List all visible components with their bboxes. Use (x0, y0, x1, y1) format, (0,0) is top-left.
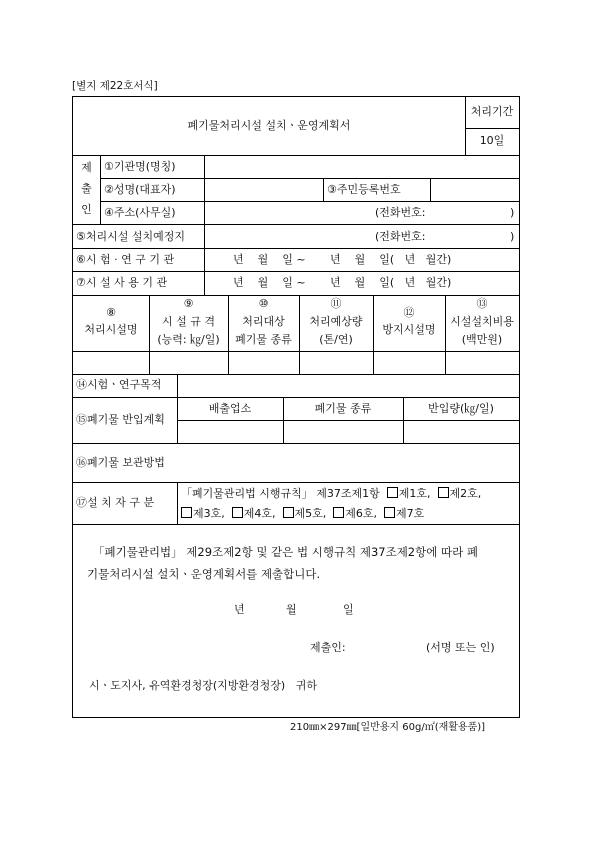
usage-label: ⑦시 설 사 용 기 관 (76, 276, 168, 289)
checkbox-item-7[interactable] (384, 507, 395, 518)
installer-line-2 (181, 507, 424, 521)
org-name-label: ①기관명(명칭) (104, 160, 176, 173)
research-label: ⑥시 험 · 연 구 기 관 (76, 253, 175, 266)
statement-line-2: 기물처리시설 설치ㆍ운영계획서를 제출합니다. (87, 567, 321, 581)
address-phone-label: (전화번호: (375, 206, 426, 219)
site-label: ⑤처리시설 설치예정지 (76, 230, 185, 243)
address-label: ④주소(사무실) (104, 206, 176, 219)
column-facility-name: 처리시설명 (84, 323, 138, 336)
column-num-expected-amount: ⑪ (330, 297, 342, 310)
address-phone-close: ) (510, 206, 515, 219)
submitter-sign-label: 제출인: (310, 641, 346, 654)
intake-header-amount: 반입량(㎏/일) (428, 402, 494, 415)
processing-period-value: 10일 (479, 134, 505, 147)
installer-line-1 (181, 487, 481, 501)
checkbox-item-5[interactable] (283, 507, 294, 518)
site-phone-label: (전화번호: (375, 230, 426, 243)
column-waste-type: 폐기물 종류 (235, 333, 292, 346)
intake-label: ⑮폐기물 반입계획 (76, 413, 165, 426)
checkbox-item-2[interactable] (438, 487, 449, 498)
intake-header-source: 배출업소 (208, 402, 252, 415)
application-form (72, 96, 520, 718)
checkbox-label-7: 제7호 (396, 507, 425, 520)
rrn-label: ③주민등록번호 (327, 183, 401, 196)
name-label: ②성명(대표자) (104, 183, 176, 196)
purpose-label: ⑭시험ㆍ연구목적 (76, 378, 162, 391)
column-num-waste-type: ⑩ (258, 297, 269, 310)
checkbox-item-1[interactable] (387, 487, 398, 498)
column-num-prevention: ⑫ (403, 306, 415, 319)
submitter-side-label-1: 제 (81, 161, 92, 174)
checkbox-label-1: 제1호, (398, 487, 431, 500)
storage-label: ⑯폐기물 보관방법 (76, 456, 165, 469)
site-phone-close: ) (510, 230, 515, 243)
checkbox-label-5: 제5호, (294, 507, 327, 520)
form-number: [별지 제22호서식] (72, 80, 158, 92)
column-waste-target: 처리대상 (242, 315, 285, 328)
submitter-side-label-3: 인 (81, 203, 92, 216)
column-num-facility-name: ⑧ (106, 306, 116, 319)
signature-label: (서명 또는 인) (426, 641, 495, 654)
column-expected-amount: 처리예상량 (309, 315, 363, 328)
column-num-spec: ⑨ (183, 297, 194, 310)
paper-spec-footer: 210㎜×297㎜[일반용지 60g/㎡(재활용품)] (290, 722, 486, 733)
usage-period: 년 월 일 ~ 년 월 일( 년 월간) (233, 276, 452, 289)
checkbox-label-6: 제6호, (345, 507, 377, 520)
date-month-label: 월 (286, 603, 297, 616)
column-cost-unit: (백만원) (461, 333, 503, 346)
statement-line-1: 「폐기물관리법」 제29조제2항 및 같은 법 시행규칙 제37조제2항에 따라 폐 (93, 545, 478, 559)
column-prevention: 방지시설명 (382, 323, 436, 336)
checkbox-item-6[interactable] (333, 507, 344, 518)
form-title: 폐기물처리시설 설치ㆍ운영계획서 (187, 119, 351, 132)
column-spec: 시 설 규 격 (162, 315, 215, 328)
installer-rule-text: 「폐기물관리법 시행규칙」 제37조제1항 (181, 487, 380, 500)
column-cost: 시설설치비용 (450, 315, 514, 328)
column-num-cost: ⑬ (476, 297, 488, 310)
checkbox-label-3: 제3호, (193, 507, 225, 520)
checkbox-label-4: 제4호, (243, 507, 276, 520)
checkbox-label-2: 제2호, (449, 487, 482, 500)
submitter-side-label-2: 출 (81, 182, 92, 195)
column-expected-amount-unit: (톤/연) (319, 333, 353, 346)
date-day-label: 일 (343, 603, 354, 616)
research-period: 년 월 일 ~ 년 월 일( 년 월간) (233, 253, 452, 266)
recipient: 시ㆍ도지사, 유역환경청장(지방환경청장) 귀하 (89, 679, 317, 692)
intake-header-waste-type: 폐기물 종류 (314, 402, 372, 415)
installer-label: ⑰설 치 자 구 분 (76, 496, 155, 509)
column-spec-unit: (능력: ㎏/일) (157, 333, 220, 346)
checkbox-item-3[interactable] (181, 507, 192, 518)
date-year-label: 년 (234, 603, 245, 616)
processing-period-label: 처리기간 (470, 105, 514, 118)
checkbox-item-4[interactable] (232, 507, 243, 518)
